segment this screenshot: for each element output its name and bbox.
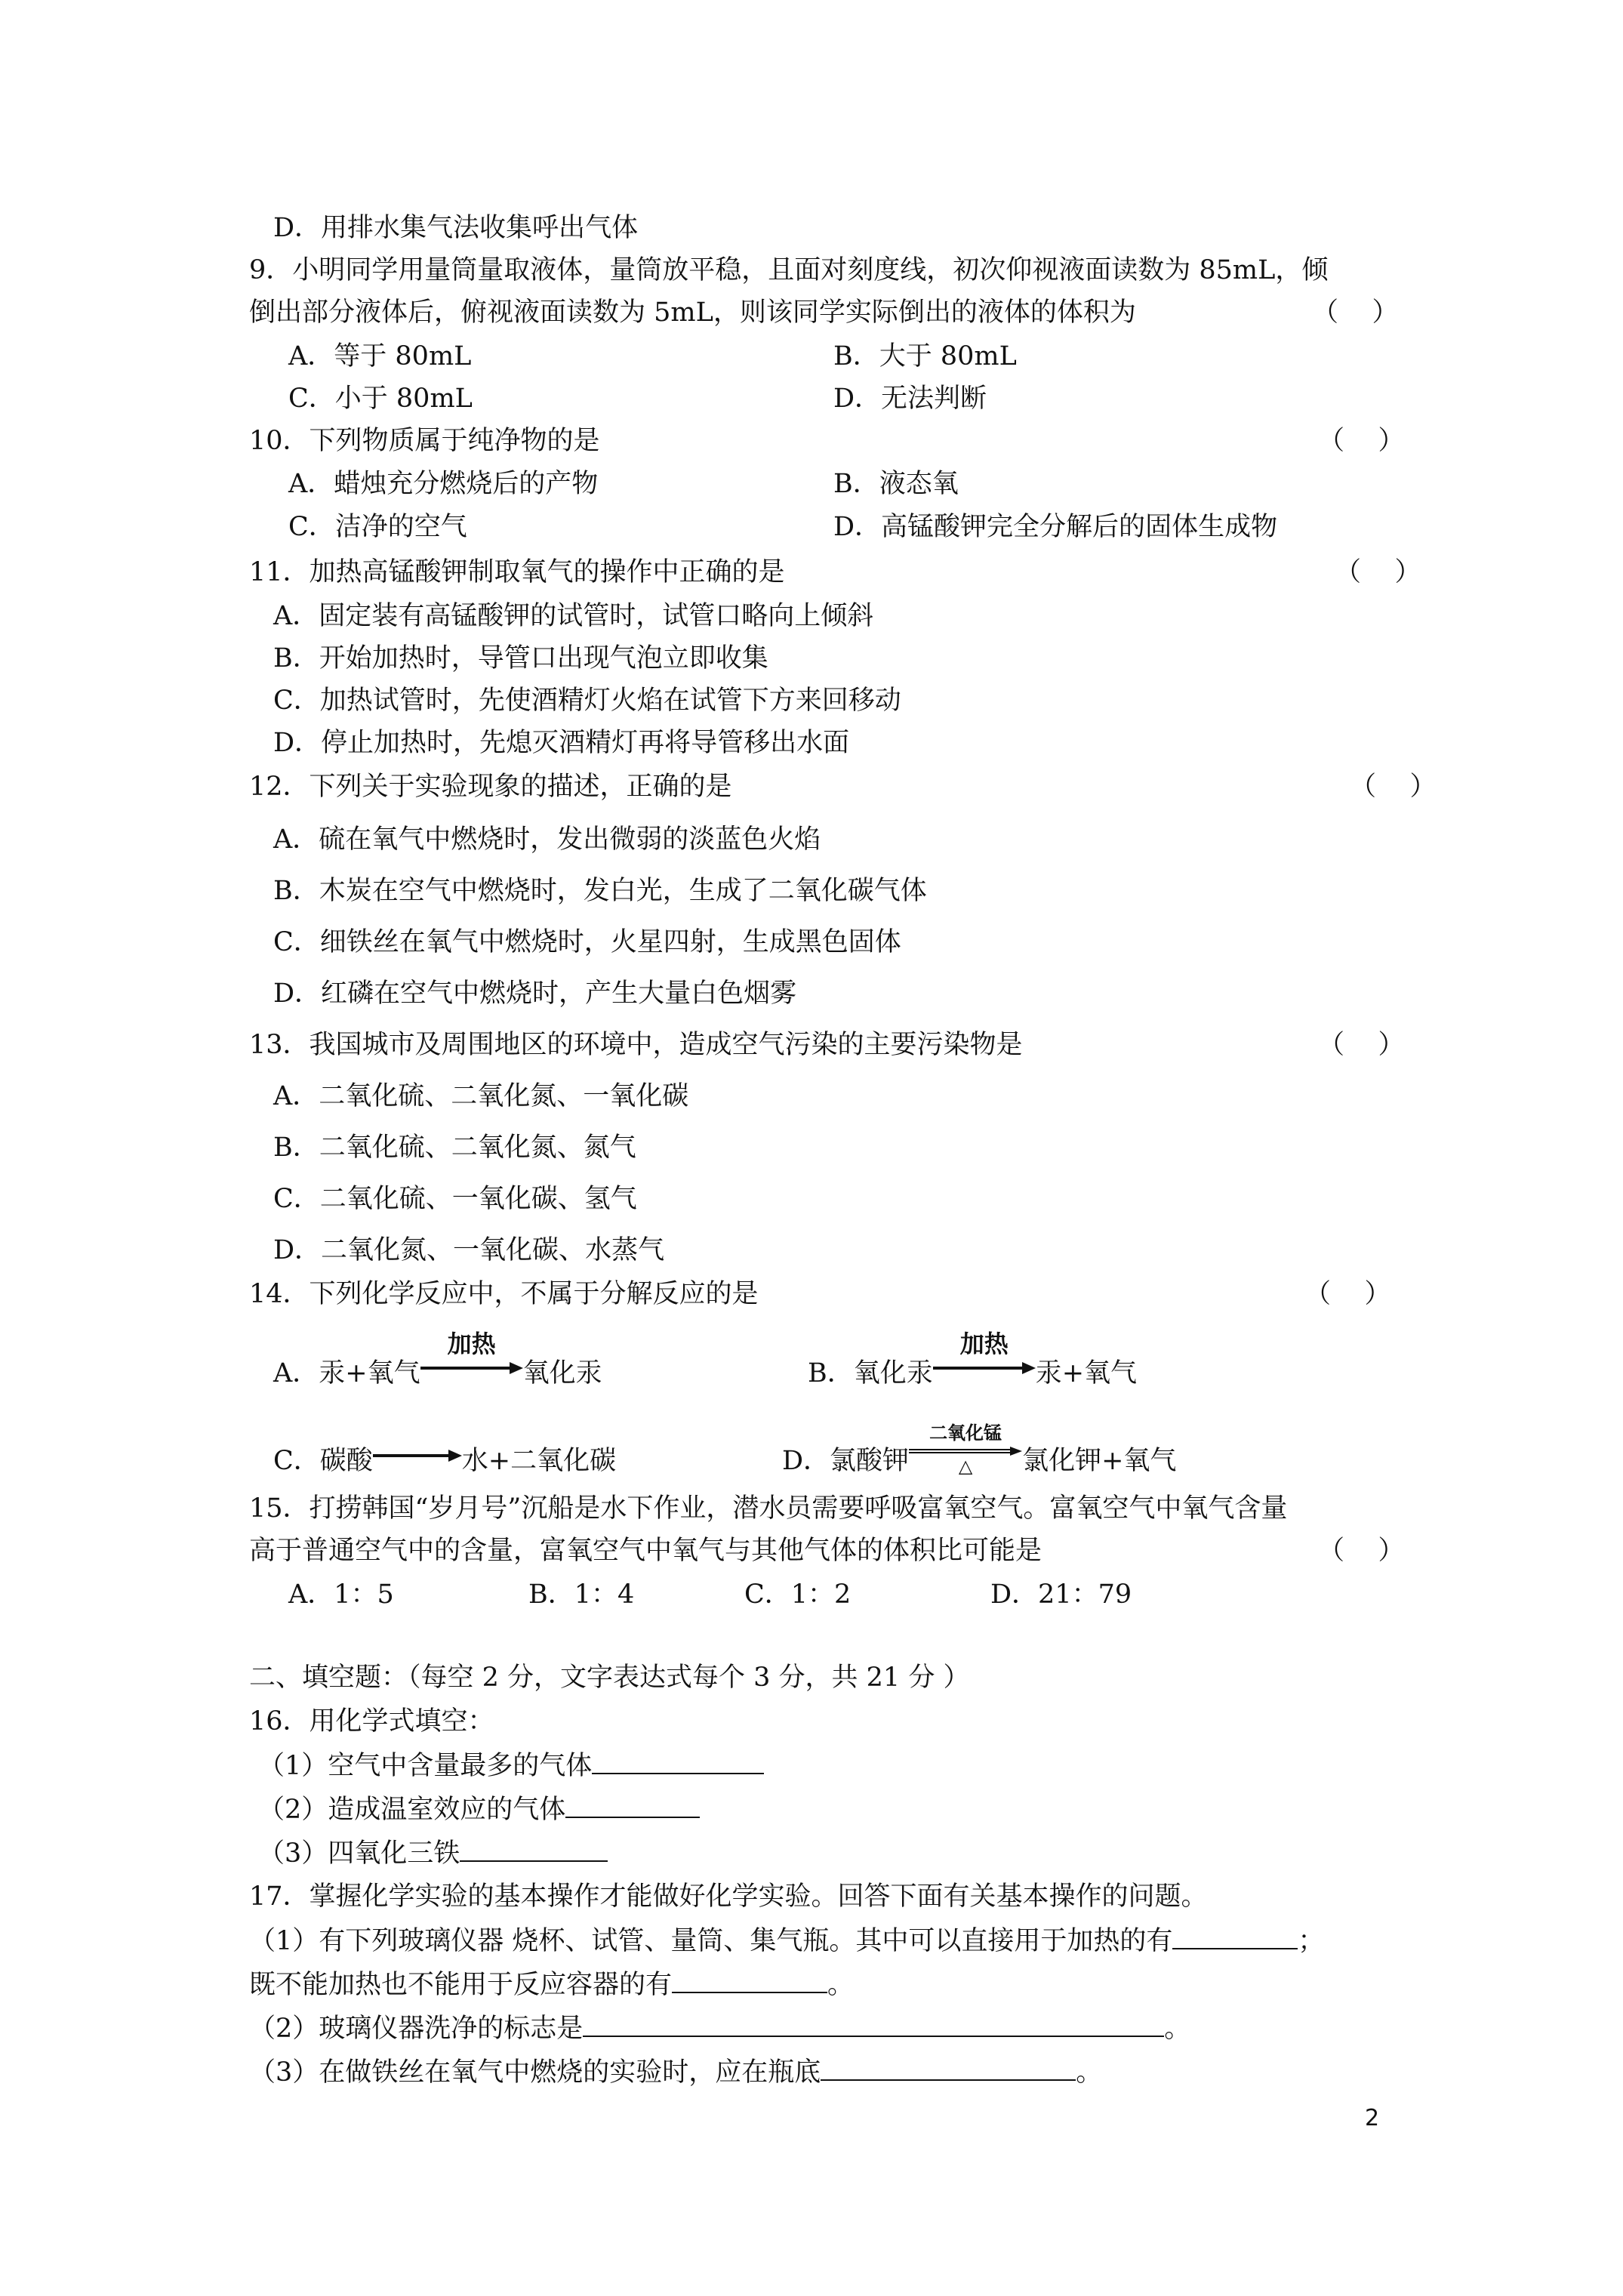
- q14-option-c-reactants: C．碳酸: [273, 1446, 373, 1476]
- q12-option-b: B．木炭在空气中燃烧时，发白光，生成了二氧化碳气体: [273, 876, 927, 906]
- q14-stem: 14．下列化学反应中，不属于分解反应的是: [249, 1279, 759, 1309]
- q12-option-d: D．红磷在空气中燃烧时，产生大量白色烟雾: [273, 978, 797, 1009]
- q14-option-d-heat-icon: △: [958, 1456, 973, 1477]
- q14-answer-paren: （ ）: [1304, 1279, 1391, 1309]
- q14-option-b-condition: 加热: [959, 1330, 1009, 1358]
- q17-part3: [249, 2055, 1102, 2089]
- q9-option-c: C．小于 80mL: [288, 384, 473, 414]
- q17-part2: [249, 2011, 1190, 2045]
- answer-blank[interactable]: [672, 1968, 827, 1993]
- q10-option-d: D．高锰酸钾完全分解后的固体生成物: [833, 512, 1278, 542]
- q17-part2-period: 。: [1164, 2014, 1191, 2044]
- reaction-arrow: [373, 1439, 462, 1469]
- q14-option-d-catalyst: 二氧化锰: [929, 1422, 1002, 1444]
- reaction-arrow: [420, 1330, 523, 1382]
- section-title: 二、填空题：（每空 2 分，文字表达式每个 3 分，共 21 分 ）: [249, 1663, 970, 1693]
- q16-part2: [258, 1792, 700, 1826]
- answer-blank[interactable]: [821, 2055, 1076, 2081]
- q12-option-c: C．细铁丝在氧气中燃烧时，火星四射，生成黑色固体: [273, 927, 901, 957]
- q14-option-a-reactants: A．汞+氧气: [273, 1358, 420, 1388]
- q15-option-c: C．1：2: [744, 1579, 852, 1610]
- q8-option-d: D．用排水集气法收集呼出气体: [273, 213, 639, 243]
- q15-option-b: B．1：4: [528, 1579, 635, 1610]
- q10-answer-paren: （ ）: [1318, 426, 1405, 456]
- q16-part3: [258, 1836, 608, 1870]
- q13-option-c: C．二氧化硫、一氧化碳、氢气: [273, 1184, 637, 1214]
- q15-option-d: D．21：79: [990, 1579, 1132, 1610]
- q10-option-a: A．蜡烛充分燃烧后的产物: [288, 469, 599, 499]
- q10-option-b: B．液态氧: [833, 469, 959, 499]
- q17-part1-line1: [249, 1924, 1324, 1958]
- q11-stem: 11．加热高锰酸钾制取氧气的操作中正确的是: [249, 557, 785, 587]
- q10-option-c: C．洁净的空气: [288, 512, 467, 542]
- q14-option-b: [808, 1330, 1138, 1390]
- q13-answer-paren: （ ）: [1318, 1030, 1405, 1060]
- q14-option-c-products: 水+二氧化碳: [461, 1446, 617, 1476]
- page-number: 2: [1365, 2105, 1380, 2131]
- answer-blank[interactable]: [565, 1792, 700, 1818]
- q16-part2-text: （2）造成温室效应的气体: [258, 1795, 566, 1825]
- q14-option-a-products: 氧化汞: [522, 1358, 602, 1388]
- q13-option-b: B．二氧化硫、二氧化氮、氮气: [273, 1133, 636, 1163]
- q17-part2-text: （2）玻璃仪器洗净的标志是: [249, 2014, 584, 2044]
- q9-stem-line1: 9．小明同学用量筒量取液体，量筒放平稳，且面对刻度线，初次仰视液面读数为 85mL，倾: [249, 255, 1329, 285]
- q14-option-d: [782, 1422, 1177, 1478]
- q16-part1-text: （1）空气中含量最多的气体: [258, 1751, 593, 1781]
- q14-option-a: [273, 1330, 602, 1390]
- q9-stem-line2: 倒出部分液体后，俯视液面读数为 5mL，则该同学实际倒出的液体的体积为: [249, 297, 1136, 328]
- answer-blank[interactable]: [583, 2011, 1164, 2037]
- q13-option-d: D．二氧化氮、一氧化碳、水蒸气: [273, 1235, 665, 1265]
- q14-option-d-reactants: D．氯酸钾: [782, 1446, 910, 1476]
- q17-part3-period: 。: [1076, 2057, 1103, 2088]
- q15-option-a: A．1：5: [288, 1579, 394, 1610]
- q11-option-d: D．停止加热时，先熄灭酒精灯再将导管移出水面: [273, 728, 850, 758]
- q9-option-a: A．等于 80mL: [288, 341, 472, 371]
- q17-stem: 17．掌握化学实验的基本操作才能做好化学实验。回答下面有关基本操作的问题。: [249, 1881, 1208, 1912]
- q15-stem-line2: 高于普通空气中的含量，富氧空气中氧气与其他气体的体积比可能是: [249, 1536, 1042, 1566]
- q12-answer-paren: （ ）: [1350, 772, 1437, 802]
- q16-stem: 16．用化学式填空：: [249, 1706, 494, 1737]
- q17-part1-semicolon: ；: [1298, 1926, 1325, 1956]
- q11-option-b: B．开始加热时，导管口出现气泡立即收集: [273, 643, 768, 673]
- q13-option-a: A．二氧化硫、二氧化氮、一氧化碳: [273, 1081, 689, 1111]
- q15-answer-paren: （ ）: [1318, 1536, 1405, 1566]
- q12-option-a: A．硫在氧气中燃烧时，发出微弱的淡蓝色火焰: [273, 824, 821, 855]
- q11-option-c: C．加热试管时，先使酒精灯火焰在试管下方来回移动: [273, 686, 901, 716]
- q14-option-c: [273, 1439, 616, 1478]
- q9-answer-paren: （ ）: [1312, 297, 1399, 328]
- q17-part1-line2: [249, 1968, 854, 2002]
- q14-option-b-products: 汞+氧气: [1035, 1358, 1138, 1388]
- arrow-icon: [373, 1439, 462, 1469]
- q13-stem: 13．我国城市及周围地区的环境中，造成空气污染的主要污染物是: [249, 1030, 1023, 1060]
- q11-answer-paren: （ ）: [1335, 557, 1421, 587]
- q16-part3-text: （3）四氧化三铁: [258, 1838, 460, 1869]
- answer-blank[interactable]: [592, 1749, 764, 1774]
- q10-stem: 10．下列物质属于纯净物的是: [249, 426, 600, 456]
- q12-stem: 12．下列关于实验现象的描述，正确的是: [249, 772, 732, 802]
- q11-option-a: A．固定装有高锰酸钾的试管时，试管口略向上倾斜: [273, 601, 874, 631]
- q16-part1: [258, 1749, 764, 1783]
- q9-option-d: D．无法判断: [833, 384, 987, 414]
- q17-part1-period: 。: [827, 1970, 855, 2000]
- q9-option-b: B．大于 80mL: [833, 341, 1017, 371]
- answer-blank[interactable]: [1172, 1924, 1298, 1949]
- q14-option-a-condition: 加热: [447, 1330, 496, 1358]
- q17-part3-text: （3）在做铁丝在氧气中燃烧的实验时，应在瓶底: [249, 2057, 821, 2088]
- q17-part1-text: （1）有下列玻璃仪器 烧杯、试管、量筒、集气瓶。其中可以直接用于加热的有: [249, 1926, 1173, 1956]
- reaction-arrow: [909, 1422, 1022, 1477]
- q14-option-d-products: 氯化钾+氧气: [1022, 1446, 1177, 1476]
- q14-option-b-reactants: B．氧化汞: [808, 1358, 933, 1388]
- reaction-arrow: [933, 1330, 1036, 1382]
- q15-stem-line1: 15．打捞韩国“岁月号”沉船是水下作业，潜水员需要呼吸富氧空气。富氧空气中氧气含量: [249, 1493, 1288, 1524]
- answer-blank[interactable]: [460, 1836, 608, 1862]
- q17-part1-text2: 既不能加热也不能用于反应容器的有: [249, 1970, 673, 2000]
